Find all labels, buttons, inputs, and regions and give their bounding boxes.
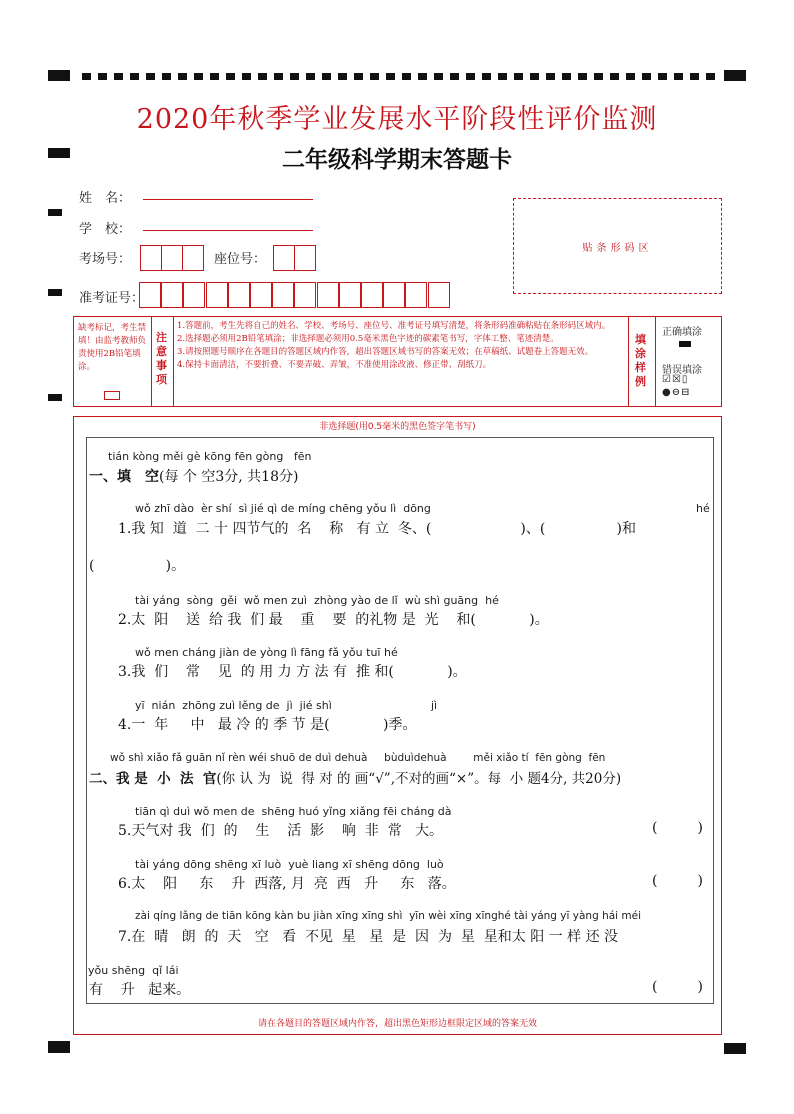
q6-pinyin: tài yáng dōng shēng xī luò yuè liang xī shēng dōng luò: [135, 858, 444, 871]
dash-segment: [674, 73, 683, 80]
dash-segment: [258, 73, 267, 80]
question-1: 1.我 知 道 二 十 四节气的 名 称 有 立 冬、( )、( )和: [118, 521, 636, 537]
corner-mark-top-left: [48, 70, 70, 81]
question-6: 6.太 阳 东 升 西落, 月 亮 西 升 东 落。: [118, 876, 456, 892]
name-field[interactable]: [143, 199, 313, 200]
dash-segment: [130, 73, 139, 80]
ticket-cell[interactable]: [383, 282, 405, 308]
q4-pinyin-end: jì: [431, 699, 438, 712]
ticket-cell[interactable]: [183, 282, 205, 308]
side-mark: [48, 394, 62, 401]
dash-segment: [642, 73, 651, 80]
dash-segment: [482, 73, 491, 80]
ticket-cell[interactable]: [339, 282, 361, 308]
q7-pinyin: zài qíng lǎng de tiān kōng kàn bu jiàn xīng xīng shì yīn wèi xīng xīnghé tài yáng yī yàng hái méi: [135, 910, 642, 922]
ticket-cell[interactable]: [361, 282, 383, 308]
q7-pinyin-continued: yǒu shēng qǐ lái: [88, 964, 179, 977]
question-2: 2.太 阳 送 给 我 们 最 重 要 的礼物 是 光 和( )。: [118, 612, 549, 628]
part2-pinyin: wǒ shì xiǎo fǎ guān nǐ rèn wéi shuō de duì dehuà bùduìdehuà měi xiǎo tí fēn gòng fēn: [110, 752, 606, 764]
ticket-cell[interactable]: [428, 282, 450, 308]
notice-title: 注意事项: [156, 331, 167, 386]
dash-segment: [466, 73, 475, 80]
dash-segment: [338, 73, 347, 80]
ticket-cell[interactable]: [294, 282, 316, 308]
ticket-cell[interactable]: [317, 282, 339, 308]
notice-item: 3.请按照题号顺序在各题目的答题区域内作答，超出答题区域书写的答案无效；在草稿纸、试题卷上答题无效。: [177, 347, 594, 357]
name-label: 姓 名：: [79, 191, 132, 206]
dash-segment: [82, 73, 91, 80]
correct-fill-label: 正确填涂: [662, 327, 702, 338]
exam-room-label: 考场号：: [79, 252, 132, 267]
corner-mark-bottom-right: [724, 1043, 746, 1054]
school-field[interactable]: [143, 230, 313, 231]
missing-exam-mark-box[interactable]: [104, 391, 120, 400]
question-1-continued: ( )。: [89, 558, 186, 574]
ticket-cell[interactable]: [139, 282, 161, 308]
dash-segment: [210, 73, 219, 80]
part1-pinyin: tián kòng měi gè kōng fēn gòng fēn: [108, 450, 312, 463]
dash-segment: [306, 73, 315, 80]
notice-box: [73, 316, 722, 407]
dash-segment: [290, 73, 299, 80]
section-banner: 非选择题(用0.5毫米的黑色签字笔书写): [319, 422, 476, 432]
part1-heading: 一、填 空(每 个 空3分, 共18分): [89, 469, 299, 485]
dash-segment: [226, 73, 235, 80]
notice-item: 1.答题前，考生先将自己的姓名、学校、考场号、座位号、准考证号填写清楚，将条形码准确粘贴在条形码区域内。: [177, 321, 611, 331]
ticket-cell[interactable]: [206, 282, 228, 308]
question-7-answer[interactable]: ( ): [652, 979, 703, 995]
correct-fill-sample: [679, 341, 691, 347]
dash-segment: [530, 73, 539, 80]
ticket-cell[interactable]: [250, 282, 272, 308]
dash-segment: [562, 73, 571, 80]
barcode-area: [513, 198, 722, 294]
q5-pinyin: tiān qì duì wǒ men de shēng huó yǐng xiǎng fēi cháng dà: [135, 805, 452, 818]
q1-pinyin-end: hé: [696, 502, 710, 515]
dash-segment: [242, 73, 251, 80]
dash-segment: [690, 73, 699, 80]
notice-item: 4.保持卡面清洁，不要折叠、不要弄破、弄皱，不准使用涂改液、修正带、刮纸刀。: [177, 360, 492, 370]
dash-segment: [322, 73, 331, 80]
barcode-label: 贴条形码区: [582, 243, 653, 254]
side-mark: [48, 289, 62, 296]
ticket-cell[interactable]: [272, 282, 294, 308]
dash-segment: [658, 73, 667, 80]
dash-segment: [402, 73, 411, 80]
answer-area-footer: 请在各题目的答题区域内作答，超出黑色矩形边框限定区域的答案无效: [257, 1019, 537, 1029]
dash-segment: [418, 73, 427, 80]
exam-title: 2020年秋季学业发展水平阶段性评价监测: [136, 104, 658, 135]
wrong-fill-samples: ☑☒▯: [662, 374, 689, 385]
corner-mark-bottom-left: [48, 1041, 70, 1053]
q3-pinyin: wǒ men cháng jiàn de yòng lì fāng fǎ yǒu tuī hé: [135, 646, 398, 659]
q4-pinyin: yī nián zhōng zuì lěng de jì jié shì: [135, 699, 332, 712]
question-7: 7.在 晴 朗 的 天 空 看 不见 星 星 是 因 为 星 星和太 阳 一 样 还 没: [118, 929, 619, 945]
ticket-cell[interactable]: [228, 282, 250, 308]
dash-segment: [98, 73, 107, 80]
dash-segment: [194, 73, 203, 80]
dash-segment: [706, 73, 715, 80]
wrong-fill-label: 错误填涂: [662, 365, 702, 376]
fill-example-title: 填涂样例: [635, 333, 646, 388]
dash-segment: [594, 73, 603, 80]
dash-segment: [434, 73, 443, 80]
missing-exam-note: 缺考标记，考生禁填！由监考教师负责使用2B铅笔填涂。: [78, 323, 147, 372]
notice-item: 2.选择题必须用2B铅笔填涂；非选择题必须用0.5毫米黑色字迹的碳素笔书写，字体工整、笔迹清楚。: [177, 334, 559, 344]
question-4: 4.一 年 中 最 冷 的 季 节 是( )季。: [118, 717, 417, 733]
dash-segment: [450, 73, 459, 80]
dash-segment: [370, 73, 379, 80]
question-7-continued: 有 升 起来。: [89, 982, 191, 998]
dash-segment: [354, 73, 363, 80]
part2-heading: 二、我 是 小 法 官(你 认 为 说 得 对 的 画“√”,不对的画“×”。每 小 题4分, 共20分): [89, 771, 622, 787]
dash-segment: [114, 73, 123, 80]
dash-segment: [610, 73, 619, 80]
dash-segment: [386, 73, 395, 80]
dash-segment: [274, 73, 283, 80]
ticket-cell[interactable]: [161, 282, 183, 308]
dash-segment: [578, 73, 587, 80]
dash-segment: [146, 73, 155, 80]
dash-segment: [498, 73, 507, 80]
side-mark: [48, 209, 62, 216]
ticket-label: 准考证号：: [79, 291, 145, 306]
question-5: 5.天气对 我 们 的 生 活 影 响 非 常 大。: [118, 823, 444, 839]
corner-mark-top-right: [724, 70, 746, 81]
seat-label: 座位号：: [214, 252, 267, 267]
question-3: 3.我 们 常 见 的 用 力 方 法 有 推 和( )。: [118, 664, 467, 680]
question-5-answer[interactable]: ( ): [652, 820, 703, 836]
ticket-cell[interactable]: [405, 282, 427, 308]
q2-pinyin: tài yáng sòng gěi wǒ men zuì zhòng yào de lǐ wù shì guāng hé: [135, 594, 499, 607]
dash-segment: [546, 73, 555, 80]
dash-segment: [626, 73, 635, 80]
page-title: 二年级科学期末答题卡: [282, 147, 512, 173]
dash-segment: [178, 73, 187, 80]
school-label: 学 校：: [79, 222, 132, 237]
question-6-answer[interactable]: ( ): [652, 873, 703, 889]
dash-segment: [514, 73, 523, 80]
notice-list: [177, 320, 625, 372]
wrong-fill-samples-2: ●⊖⊟: [662, 387, 691, 398]
dash-segment: [162, 73, 171, 80]
q1-pinyin: wǒ zhī dào èr shí sì jié qì de míng chēng yǒu lì dōng: [135, 502, 431, 515]
